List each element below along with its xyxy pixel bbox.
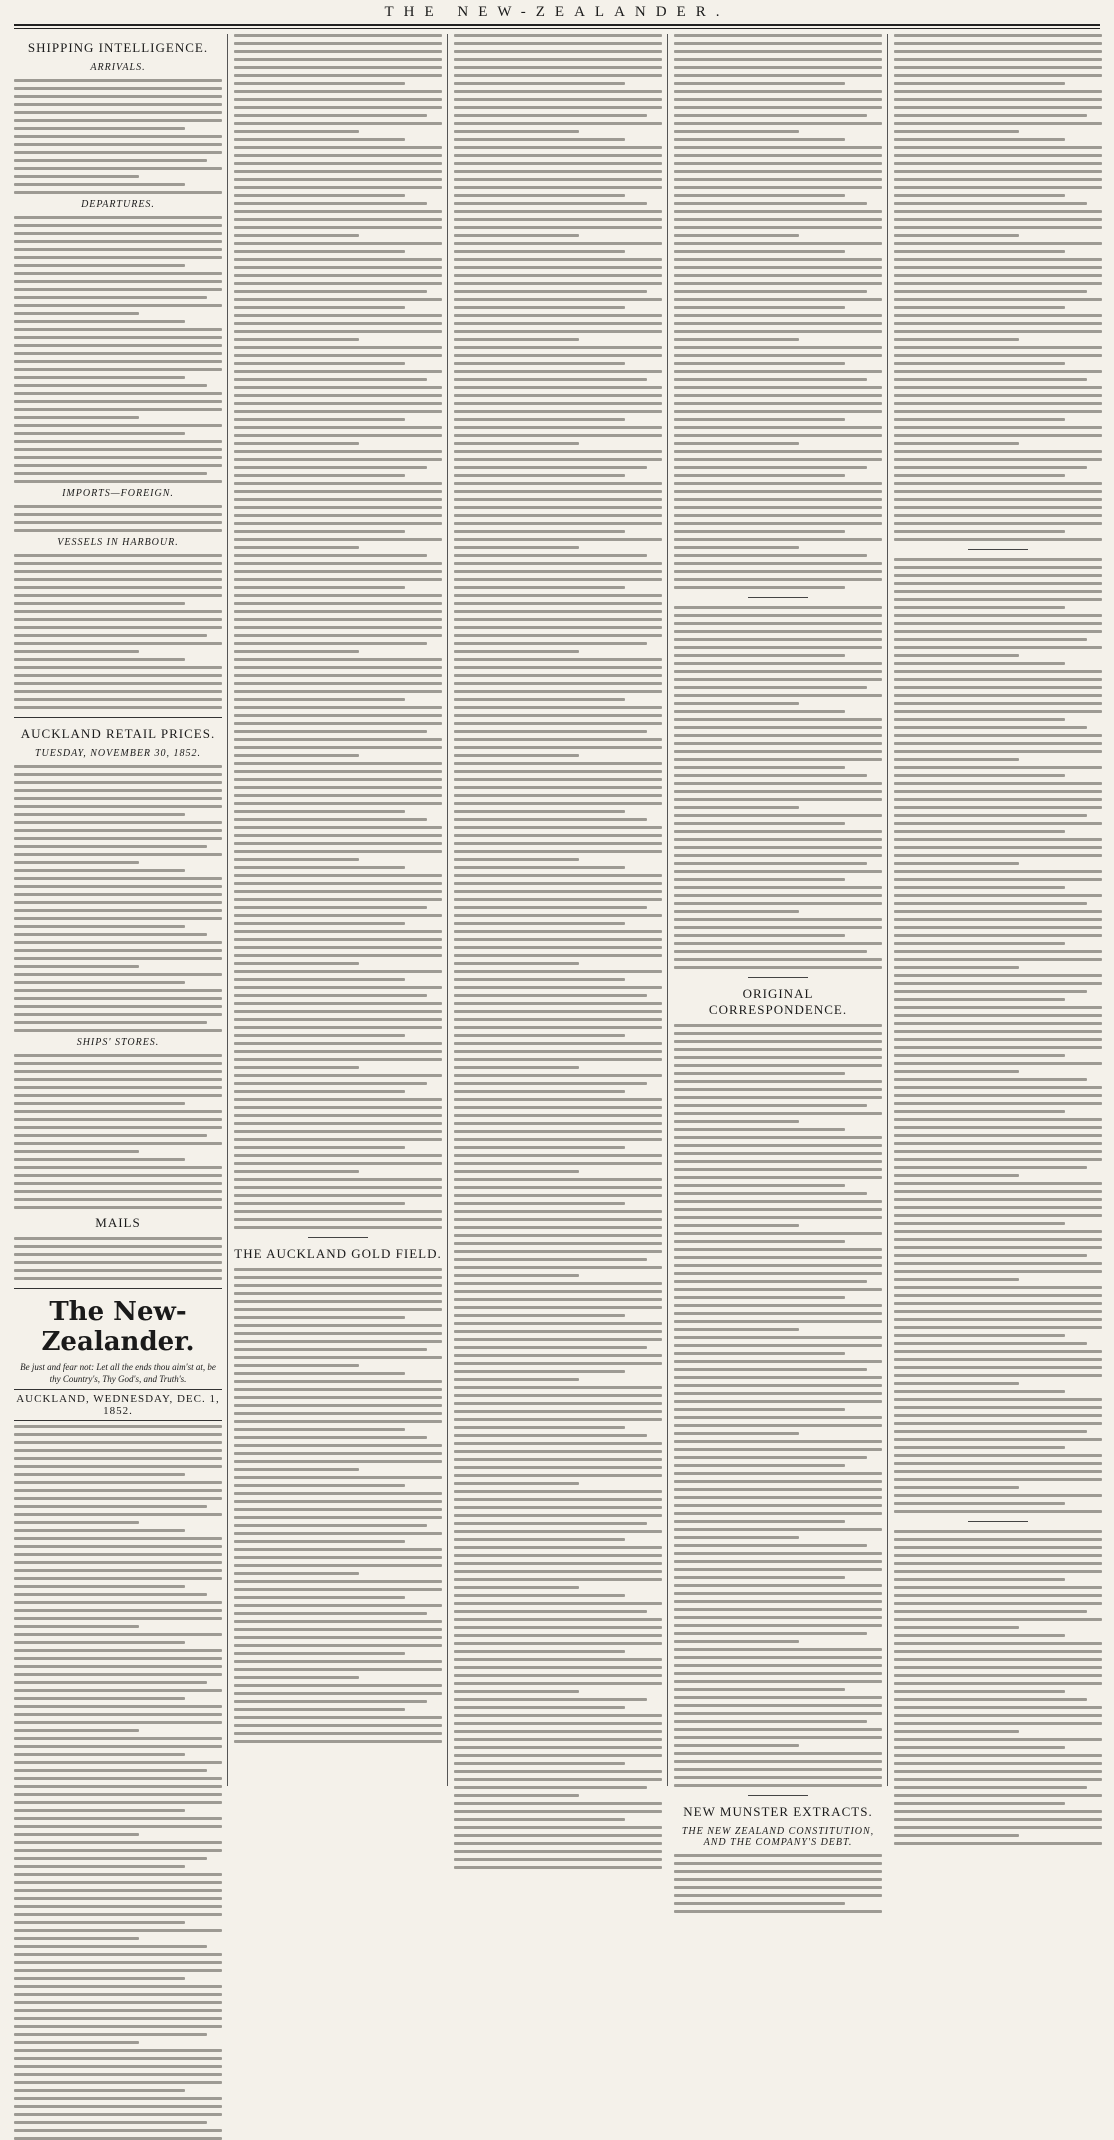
vessels-heading: VESSELS IN HARBOUR.	[57, 537, 179, 548]
divider	[14, 717, 222, 718]
newspaper-title: The New-Zealander.	[41, 1297, 195, 1357]
prices-heading: AUCKLAND RETAIL PRICES.	[20, 726, 216, 741]
text-block	[234, 34, 442, 1229]
text-block	[14, 1054, 222, 1209]
column-3	[454, 34, 662, 1786]
divider	[308, 1237, 368, 1238]
munster-heading: NEW MUNSTER EXTRACTS.	[683, 1804, 873, 1819]
column-1	[14, 34, 222, 1786]
text-block	[674, 1854, 882, 1913]
correspondence-heading: ORIGINAL CORRESPONDENCE.	[708, 986, 848, 1017]
text-block	[674, 1024, 882, 1787]
text-block	[674, 34, 882, 589]
text-block	[14, 1237, 222, 1280]
text-block	[894, 558, 1102, 1513]
column-4	[674, 34, 882, 1848]
constitution-heading: THE NEW ZEALAND CONSTITUTION, AND THE COMPANY'S DEBT.	[681, 1826, 875, 1848]
gold-field-heading: THE AUCKLAND GOLD FIELD.	[234, 1246, 442, 1261]
imports-heading: IMPORTS—FOREIGN.	[62, 488, 174, 499]
column-rule	[227, 34, 228, 1786]
masthead: THE NEW-ZEALANDER.	[384, 4, 730, 20]
text-block	[454, 34, 662, 1869]
departures-heading: DEPARTURES.	[81, 199, 155, 210]
text-block	[14, 1425, 222, 2140]
text-block	[14, 765, 222, 1032]
text-block	[14, 216, 222, 483]
text-block	[14, 505, 222, 532]
column-2	[234, 34, 442, 1786]
dateline: AUCKLAND, WEDNESDAY, DEC. 1, 1852.	[14, 1389, 222, 1421]
mails-heading: MAILS	[95, 1215, 141, 1230]
text-block	[14, 554, 222, 709]
column-5	[894, 34, 1102, 1786]
text-block	[674, 606, 882, 969]
text-block	[894, 1530, 1102, 1845]
column-rule	[667, 34, 668, 1786]
column-rule	[447, 34, 448, 1786]
column-rule	[887, 34, 888, 1786]
shipping-heading: SHIPPING INTELLIGENCE.	[27, 40, 209, 55]
prices-date: TUESDAY, NOVEMBER 30, 1852.	[34, 748, 202, 759]
divider	[748, 597, 808, 598]
divider	[968, 1521, 1028, 1522]
arrivals-heading: ARRIVALS.	[90, 62, 146, 73]
newspaper-motto: Be just and fear not: Let all the ends thou aim'st at, be thy Country's, Thy God's, and Truth's.	[20, 1362, 216, 1384]
divider	[748, 1795, 808, 1796]
text-block	[894, 34, 1102, 541]
divider	[748, 977, 808, 978]
text-block	[234, 1268, 442, 1743]
divider	[968, 549, 1028, 550]
text-block	[14, 79, 222, 194]
ships-stores-heading: SHIPS' STORES.	[76, 1037, 160, 1048]
divider	[14, 1288, 222, 1289]
masthead-rule	[14, 24, 1100, 29]
